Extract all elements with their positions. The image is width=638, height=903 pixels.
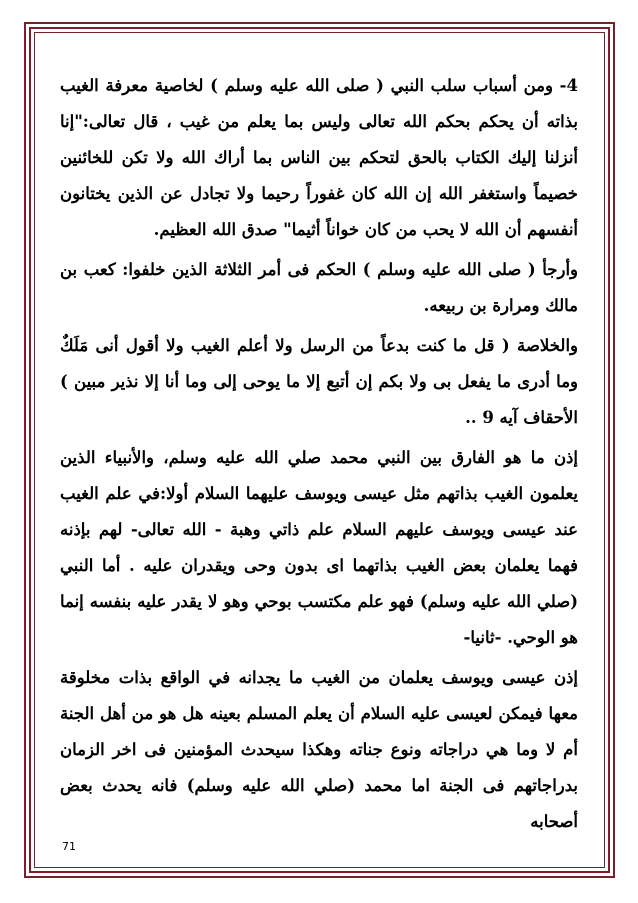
paragraph-4: إذن ما هو الفارق بين النبي محمد صلي الله عليه وسلم، والأنبياء الذين يعلمون الغيب بذاتهم مثل عيسى ويوسف عليهما السلام أولا:في علم الغيب عند عيسى ويوسف عليهم السلام علم ذاتي وهبة - الله تعالى- لهم بإذنه فهما يعلمان بعض الغيب بذاتهما اى بدون وحى ويقدران عليه . أما النبي (صلي الله عليه وسلم) فهو علم مكتسب بوحي وهو لا يقدر عليه بنفسه إنما هو الوحي. -ثانيا- <box>60 448 578 647</box>
paragraph-1: 4- ومن أسباب سلب النبي ( صلى الله عليه وسلم ) لخاصية معرفة الغيب بذاته أن يحكم بحكم الله تعالى وليس بما يعلم من غيب ، قال تعالى:"إنا أنزلنا إليك الكتاب بالحق لتحكم بين الناس بما أراك الله ولا تكن للخائنين خصيماً واستغفر الله إن الله كان غفوراً رحيما ولا تجادل عن الذين يختانون أنفسهم أن الله لا يحب من كان خواناً أثيما" صدق الله العظيم. <box>60 76 578 239</box>
page-number: 71 <box>62 840 76 853</box>
paragraph-3: والخلاصة ( قل ما كنت بدعاً من الرسل ولا أعلم الغيب ولا أقول أنى مَلَكٌ وما أدرى ما يفعل بى ولا بكم إن أتبع إلا ما يوحى إلى وما أنا إلا نذير مبين ) الأحقاف آيه 9 .. <box>60 336 578 427</box>
paragraph-2: وأرجأ ( صلى الله عليه وسلم ) الحكم فى أمر الثلاثة الذين خلفوا: كعب بن مالك ومرارة بن ربيعه. <box>60 260 578 315</box>
paragraph-5: إذن عيسى ويوسف يعلمان من الغيب ما يجدانه في الواقع بذات مخلوقة معها فيمكن لعيسى عليه السلام أن يعلم المسلم بعينه هل هو من أهل الجنة أم لا وما هي دراجاته ونوع جناته وهكذا سيحدث المؤمنين فى اخر الزمان بدراجاتهم فى الجنة اما محمد (صلي الله عليه وسلم) فانه يحدث بعض أصحابه <box>60 668 578 831</box>
page-body <box>60 68 578 831</box>
